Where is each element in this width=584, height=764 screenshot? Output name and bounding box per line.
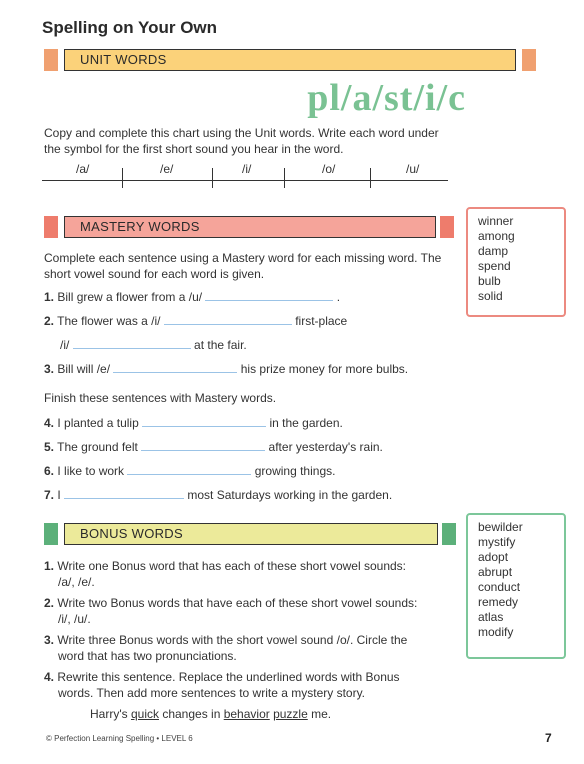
chart-divider [212,168,213,188]
item-text: Write one Bonus word that has each of these short vowel sounds: [57,559,407,573]
unit-big-word: pl/a/st/i/c [307,77,466,119]
unit-words-label: UNIT WORDS [80,52,167,67]
item-text-end: most Saturdays working in the garden. [187,488,393,502]
mastery-item-3 [44,362,408,376]
chart-divider [122,168,123,188]
word-list-item: modify [478,625,514,639]
answer-blank[interactable] [127,464,251,475]
item-text-end: in the garden. [269,416,343,430]
item-number: 7. [44,488,55,502]
mastery-words-label: MASTERY WORDS [80,219,200,234]
item-text: Write three Bonus words with the short vowel sound /o/. Circle the [57,633,408,647]
chart-divider [284,168,285,188]
banner-right-cap [522,49,536,71]
word-list-item: winner [478,214,514,228]
banner-right-cap [440,216,454,238]
chart-divider [370,168,371,188]
word-list-item: bewilder [478,520,523,534]
mastery-item-6 [44,464,335,478]
symbol-i: /i/ [242,162,252,176]
item-text-end: after yesterday's rain. [268,440,383,454]
answer-blank[interactable] [73,338,191,349]
item-text-end: growing things. [254,464,336,478]
item-text-end: . [336,290,341,304]
unit-words-banner [44,49,536,71]
item-text-line2: words. Then add more sentences to write a mystery story. [58,686,366,700]
answer-blank[interactable] [205,290,333,301]
item-number: 3. [44,633,55,647]
mastery-item-1 [44,290,340,304]
item-text: I like to work [57,464,125,478]
item-text: Write two Bonus words that have each of these short vowel sounds: [57,596,418,610]
banner-left-cap [44,49,58,71]
word-list-item: conduct [478,580,521,594]
item-text: The ground felt [57,440,138,454]
item-text-end: at the fair. [194,338,247,352]
item-text-line2: /a/, /e/. [58,575,95,589]
underlined-word: behavior [223,707,270,721]
answer-blank[interactable] [64,488,184,499]
item-number: 3. [44,362,55,376]
item-text: The flower was a /i/ [57,314,161,328]
word-list-item: among [478,229,515,243]
symbol-e: /e/ [160,162,174,176]
sentence-part: Harry's [90,707,131,721]
item-number: 6. [44,464,55,478]
finish-label: Finish these sentences with Mastery words. [44,391,277,405]
bonus-item-1 [44,558,444,590]
answer-blank[interactable] [164,314,292,325]
word-list-item: damp [478,244,509,258]
page-number: 7 [545,731,552,745]
unit-instructions: Copy and complete this chart using the Unit words. Write each word under the symbol for the first short sound you hear in the word. [44,126,439,156]
chart-baseline [42,180,448,181]
bonus-item-2 [44,595,444,627]
item-text: I planted a tulip [57,416,139,430]
mastery-word-list [466,207,566,317]
answer-blank[interactable] [113,362,237,373]
bonus-sentence [90,706,331,722]
word-list-item: remedy [478,595,519,609]
bonus-item-3 [44,632,444,664]
item-number: 1. [44,559,55,573]
bonus-words-banner [44,523,456,545]
mastery-item-7 [44,488,392,502]
mastery-item-4 [44,416,343,430]
item-text: Bill will /e/ [57,362,111,376]
item-text: /i/ [60,338,70,352]
word-list-item: atlas [478,610,504,624]
answer-blank[interactable] [142,416,266,427]
item-number: 5. [44,440,55,454]
mastery-item-2-continued [60,338,247,352]
bonus-word-list [466,513,566,659]
symbol-o: /o/ [322,162,336,176]
underlined-word: quick [130,707,159,721]
word-list-item: adopt [478,550,509,564]
word-list-item: mystify [478,535,516,549]
sentence-part: me. [307,707,332,721]
item-number: 1. [44,290,55,304]
symbol-u: /u/ [406,162,420,176]
banner-left-cap [44,523,58,545]
word-list-item: solid [478,289,503,303]
item-text: Bill grew a flower from a /u/ [57,290,203,304]
mastery-instructions: Complete each sentence using a Mastery word for each missing word. The short vowel sound for each word is given. [44,251,442,281]
mastery-words-banner [44,216,454,238]
sentence-part: changes in [158,707,224,721]
item-text: I [57,488,61,502]
item-text: Rewrite this sentence. Replace the underlined words with Bonus [57,670,400,684]
bonus-words-label: BONUS WORDS [80,526,183,541]
word-list-item: abrupt [478,565,513,579]
item-number: 2. [44,596,55,610]
answer-blank[interactable] [141,440,265,451]
page-title: Spelling on Your Own [42,18,218,37]
mastery-item-2 [44,314,347,328]
item-text-line2: word that has two pronunciations. [58,649,237,663]
item-text-line2: /i/, /u/. [58,612,91,626]
item-text-end: his prize money for more bulbs. [240,362,409,376]
banner-left-cap [44,216,58,238]
bonus-item-4 [44,669,444,701]
item-number: 2. [44,314,55,328]
item-text-end: first-place [295,314,348,328]
word-list-item: bulb [478,274,501,288]
underlined-word: puzzle [273,707,308,721]
item-number: 4. [44,416,55,430]
mastery-item-5 [44,440,383,454]
footer-credit: © Perfection Learning Spelling • LEVEL 6 [46,734,193,743]
banner-right-cap [442,523,456,545]
item-number: 4. [44,670,55,684]
word-list-item: spend [478,259,511,273]
symbol-a: /a/ [76,162,90,176]
